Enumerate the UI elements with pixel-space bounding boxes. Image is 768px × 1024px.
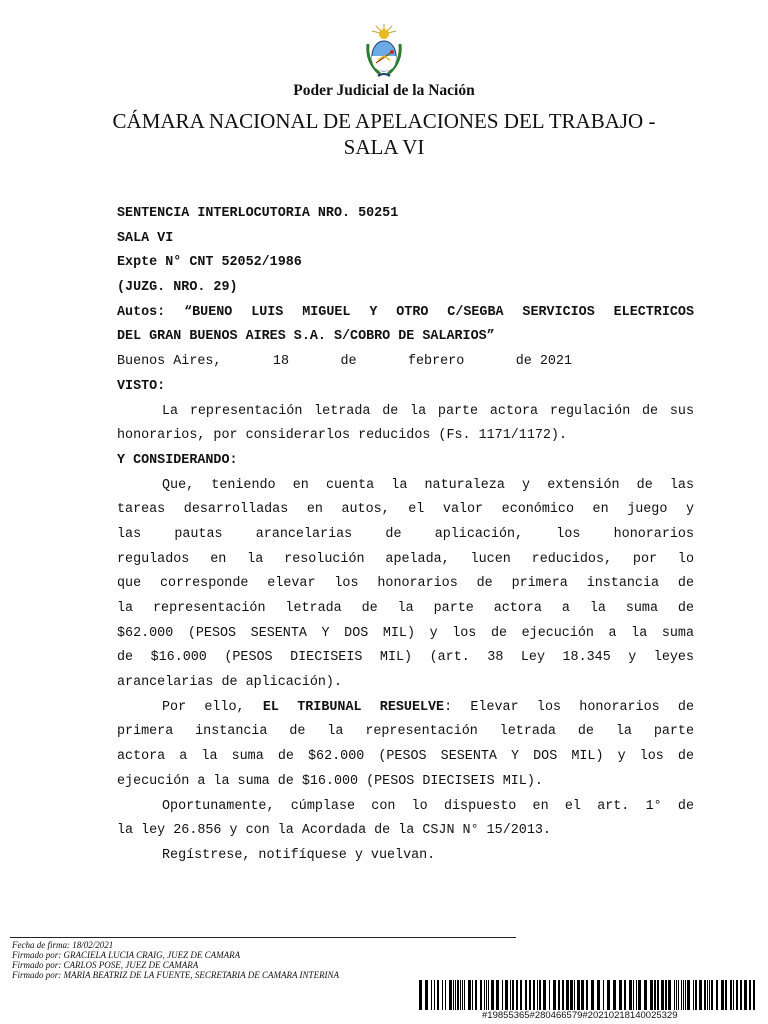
- barcode-bar: [488, 980, 489, 1010]
- resuelve-prefix: Por ello,: [162, 699, 245, 715]
- resuelve-line-1: [117, 696, 694, 721]
- barcode-bar: [543, 980, 546, 1010]
- sala-label: SALA VI: [117, 230, 174, 246]
- barcode-bar: [457, 980, 459, 1010]
- barcode-bar: [520, 980, 522, 1010]
- barcode-bar: [510, 980, 511, 1010]
- barcode-bar: [676, 980, 677, 1010]
- barcode-bar: [683, 980, 684, 1010]
- date-city: Buenos Aires,: [117, 354, 222, 370]
- barcode-bar: [619, 980, 622, 1010]
- barcode-bar: [681, 980, 682, 1010]
- document-body: [117, 202, 694, 869]
- considerando-line-8: de $16.000 (PESOS DIECISEIS MIL) (art. 38 Ley 18.345 y leyes: [117, 650, 694, 666]
- barcode-bar: [562, 980, 564, 1010]
- barcode-bar: [434, 980, 435, 1010]
- resuelve-line-3: actora a la suma de $62.000 (PESOS SESENTA Y DOS MIL) y los de: [117, 749, 694, 765]
- resuelve-rest: : Elevar los honorarios de: [444, 699, 694, 715]
- barcode-bar: [591, 980, 594, 1010]
- barcode-bar: [558, 980, 560, 1010]
- barcode-bar: [736, 980, 738, 1010]
- barcode-bar: [749, 980, 751, 1010]
- barcode-bar: [566, 980, 569, 1010]
- visto-line-2: honorarios, por considerarlos reducidos (Fs. 1171/1172).: [117, 428, 567, 444]
- chamber-title: [0, 108, 768, 160]
- organization-title: Poder Judicial de la Nación: [293, 82, 475, 99]
- considerando-line-9: arancelarias de aplicación).: [117, 675, 342, 691]
- barcode-bar: [445, 980, 446, 1010]
- signature-line-1: Firmado por: GRACIELA LUCIA CRAIG, JUEZ DE CAMARA: [12, 950, 241, 960]
- barcode-bar: [468, 980, 471, 1010]
- barcode-bar: [449, 980, 452, 1010]
- signature-divider: [10, 937, 516, 938]
- barcode-bar: [740, 980, 742, 1010]
- barcode-bar: [549, 980, 550, 1010]
- signature-line-3: Firmado por: MARIA BEATRIZ DE LA FUENTE, SECRETARIA DE CAMARA INTERINA: [12, 970, 340, 980]
- barcode-bar: [629, 980, 632, 1010]
- barcode-bar: [636, 980, 637, 1010]
- considerando-line-2: tareas desarrolladas en autos, el valor económico en juego y: [117, 502, 694, 518]
- barcode-bar: [586, 980, 588, 1010]
- considerando-line-1: Que, teniendo en cuenta la naturaleza y extensión de las: [162, 477, 694, 493]
- barcode-bar: [603, 980, 604, 1010]
- barcode-bar: [577, 980, 580, 1010]
- barcode-bar: [570, 980, 573, 1010]
- date-de-2: de: [515, 354, 532, 370]
- barcode-bar: [607, 980, 610, 1010]
- barcode-bar: [460, 980, 461, 1010]
- barcode-bar: [711, 980, 713, 1010]
- barcode-bar: [693, 980, 694, 1010]
- barcode-bar: [464, 980, 465, 1010]
- barcode-bar: [733, 980, 734, 1010]
- date-line: [117, 350, 572, 375]
- signature-line-2: Firmado por: CARLOS POSE, JUEZ DE CAMARA: [12, 960, 199, 970]
- barcode-bar: [638, 980, 641, 1010]
- barcode-bar: [505, 980, 508, 1010]
- chamber-title-line-2: SALA VI: [343, 135, 425, 159]
- barcode-bar: [699, 980, 702, 1010]
- date-month: febrero: [407, 354, 465, 370]
- date-day: 18: [272, 354, 289, 370]
- barcode-bar: [529, 980, 531, 1010]
- barcode-bar: [753, 980, 755, 1010]
- visto-heading: VISTO:: [117, 378, 166, 394]
- barcode-bar: [674, 980, 675, 1010]
- barcode-bar: [654, 980, 656, 1010]
- date-year: 2021: [539, 354, 572, 370]
- considerando-line-4: regulados en la resolución apelada, lucen reducidos, por lo: [117, 551, 694, 567]
- barcode-bar: [502, 980, 503, 1010]
- barcode-bar: [512, 980, 514, 1010]
- barcode-bar: [716, 980, 718, 1010]
- barcode-bar: [442, 980, 443, 1010]
- autos-line-1: Autos: “BUENO LUIS MIGUEL Y OTRO C/SEGBA SERVICIOS ELECTRICOS: [117, 304, 694, 320]
- oportunamente-line-1: Oportunamente, cúmplase con lo dispuesto en el art. 1° de: [162, 798, 694, 814]
- barcode-bar: [496, 980, 499, 1010]
- barcode-bar: [553, 980, 556, 1010]
- barcode-bar: [455, 980, 456, 1010]
- oportunamente-line-2: la ley 26.856 y con la Acordada de la CSJN N° 15/2013.: [117, 823, 551, 839]
- barcode-bar: [644, 980, 647, 1010]
- barcode-bar: [480, 980, 482, 1010]
- barcode-bar: [721, 980, 724, 1010]
- considerando-line-6: la representación letrada de la parte actora a la suma de: [117, 601, 694, 616]
- barcode-bar: [533, 980, 535, 1010]
- resuelve-line-2: primera instancia de la representación letrada de la parte: [117, 724, 694, 740]
- resuelve-line-4: ejecución a la suma de $16.000 (PESOS DIECISEIS MIL).: [117, 773, 543, 789]
- considerando-line-5: que corresponde elevar los honorarios de primera instancia de: [117, 576, 694, 592]
- barcode-bar: [537, 980, 538, 1010]
- autos-line-2: DEL GRAN BUENOS AIRES S.A. S/COBRO DE SALARIOS”: [117, 329, 495, 345]
- barcode-bar: [613, 980, 616, 1010]
- barcode-bar: [704, 980, 706, 1010]
- closing-line: Regístrese, notifíquese y vuelvan.: [162, 847, 436, 863]
- barcode-bar: [687, 980, 690, 1010]
- barcode-bar: [665, 980, 667, 1010]
- date-de-2-year: [516, 350, 572, 375]
- barcode-bar: [725, 980, 727, 1010]
- barcode-bar: [453, 980, 454, 1010]
- date-de-1: de: [340, 354, 357, 370]
- barcode-bar: [633, 980, 634, 1010]
- chamber-title-line-1: CÁMARA NACIONAL DE APELACIONES DEL TRABAJO -: [112, 109, 656, 133]
- barcode-bar: [486, 980, 487, 1010]
- barcode-bar: [695, 980, 697, 1010]
- sentence-number: SENTENCIA INTERLOCUTORIA NRO. 50251: [117, 206, 399, 221]
- barcode-image: [419, 980, 756, 1010]
- barcode-bar: [581, 980, 584, 1010]
- barcode-bar: [472, 980, 473, 1010]
- considerando-line-7: $62.000 (PESOS SESENTA Y DOS MIL) y los de ejecución a la suma: [117, 625, 694, 641]
- barcode-bar: [707, 980, 708, 1010]
- barcode-bar: [425, 980, 428, 1010]
- signature-block: [12, 940, 339, 980]
- barcode-bar: [437, 980, 439, 1010]
- visto-line-1: La representación letrada de la parte actora regulación de sus: [162, 403, 694, 419]
- barcode-bar: [491, 980, 494, 1010]
- barcode-bar: [516, 980, 518, 1010]
- signature-date: Fecha de firma: 18/02/2021: [12, 940, 114, 950]
- considerando-line-3: las pautas arancelarias de aplicación, los honorarios: [117, 526, 694, 542]
- resuelve-bold: EL TRIBUNAL RESUELVE: [262, 699, 445, 715]
- juzgado-label: (JUZG. NRO. 29): [117, 280, 238, 296]
- barcode-bar: [650, 980, 653, 1010]
- barcode-bar: [657, 980, 659, 1010]
- barcode-bar: [597, 980, 600, 1010]
- barcode-bar: [661, 980, 664, 1010]
- barcode-bar: [475, 980, 477, 1010]
- barcode-bar: [574, 980, 575, 1010]
- barcode-bar: [462, 980, 463, 1010]
- barcode-bar: [744, 980, 747, 1010]
- considerando-heading: Y CONSIDERANDO:: [117, 452, 238, 468]
- barcode-bar: [730, 980, 732, 1010]
- barcode-text: #19855365#280466579#20210218140025329: [482, 1010, 678, 1021]
- barcode-bar: [484, 980, 485, 1010]
- barcode-bar: [431, 980, 432, 1010]
- barcode-bar: [525, 980, 527, 1010]
- expediente-number: Expte N° CNT 52052/1986: [117, 255, 302, 271]
- barcode-bar: [678, 980, 679, 1010]
- barcode-bar: [685, 980, 686, 1010]
- barcode-bar: [668, 980, 671, 1010]
- barcode-bar: [709, 980, 710, 1010]
- barcode-bar: [539, 980, 541, 1010]
- barcode-bar: [419, 980, 422, 1010]
- barcode-bar: [624, 980, 626, 1010]
- argentina-coat-of-arms-icon: [362, 22, 406, 78]
